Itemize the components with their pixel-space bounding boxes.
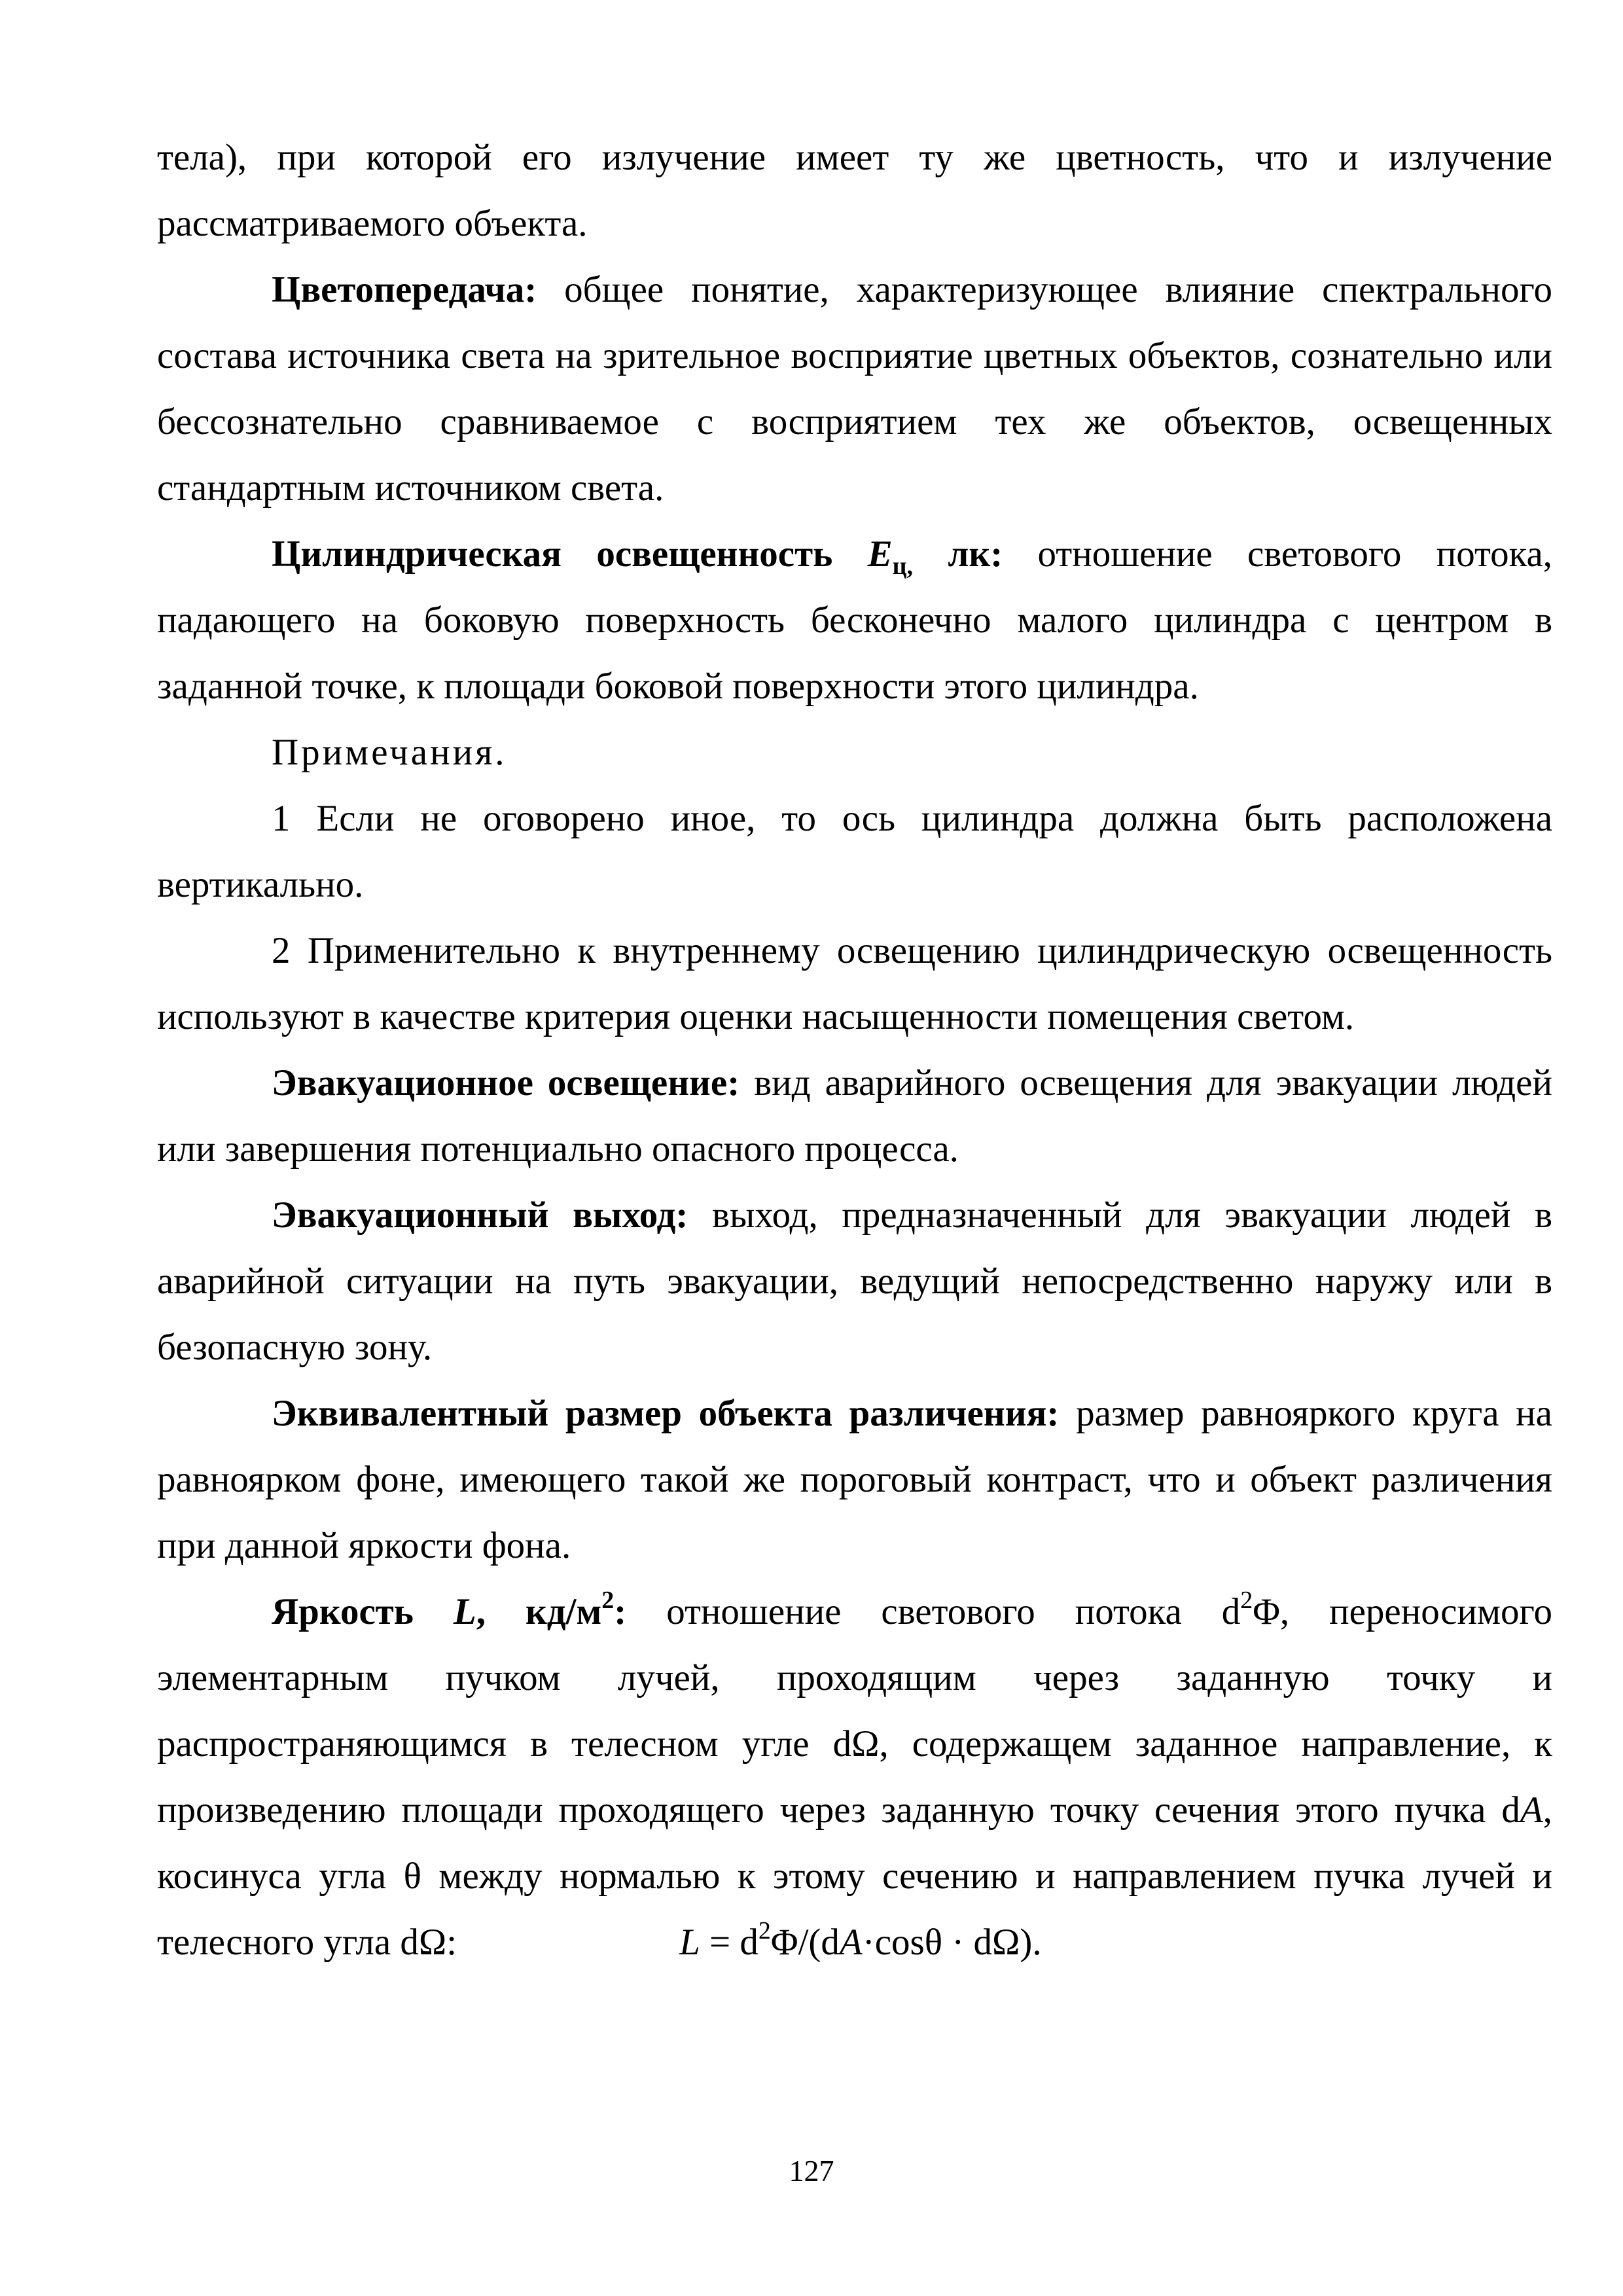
document-body [157,124,1552,1975]
term: Эквивалентный размер объекта различения: [272,1393,1060,1434]
note-1: 1 Если не оговорено иное, то ось цилиндра должна быть расположена вертикально. [157,798,1552,905]
term: Эвакуационный выход: [272,1194,688,1236]
formula-superscript: 2 [758,1917,771,1945]
definition-color-rendering [157,257,1552,521]
page-number: 127 [789,2154,834,2187]
formula-symbol: A [839,1922,863,1963]
formula-part: = d [700,1922,758,1963]
definition-text: выход, предназначенный для эвакуации людей в аварийной ситуации на путь эвакуации, ведущий непосредственно наружу или в безопасную зону. [157,1194,1553,1368]
definition-text: отношение светового потока d [626,1591,1241,1632]
definition-text: отношение светового потока, падающего на боковую поверхность бесконечно малого цилиндра с центром в заданной точке, к площади боковой поверхности этого цилиндра. [157,533,1552,707]
note-2: 2 Применительно к внутреннему освещению цилиндрическую освещенность используют в качестве критерия оценки насыщенности помещения светом. [157,930,1552,1037]
formula-part: ·cosθ · dΩ). [862,1922,1042,1963]
formula-part: Φ/(d [770,1922,840,1963]
notes-heading: Примечания. [272,732,507,773]
definition-text: вид аварийного освещения для эвакуации людей или завершения потенциально опасного процесса. [157,1062,1552,1170]
superscript: 2 [601,1587,615,1614]
term: Цветопередача: [272,269,537,310]
paragraph-continuation: тела), при которой его излучение имеет ту же цветность, что и излучение рассматриваемого объекта. [157,137,1552,244]
definition-text: общее понятие, характеризующее влияние спектрального состава источника света на зрительное восприятие цветных объектов, сознательно или бессознательно сравниваемое с восприятием тех же объектов, освещенных стандартным источником света. [157,269,1552,509]
superscript: 2 [1240,1587,1253,1614]
unit: , кд/м [476,1591,602,1632]
definition-equivalent-size [157,1380,1552,1579]
symbol: L [453,1591,476,1632]
definition-evacuation-exit [157,1182,1552,1380]
symbol: A [1520,1789,1543,1831]
definition-text: Φ, переносимого элементарным пучком лучей, проходящим через заданную точку и распространяющимся в телесном угле dΩ, содержащем заданное направление, к произведению площади проходящего через заданную точку сечения этого пучка d [157,1591,1552,1831]
symbol: E [867,533,893,575]
formula-symbol: L [679,1922,700,1963]
definition-luminance [157,1579,1552,1975]
unit: лк: [913,533,1003,575]
definition-text: , косинуса угла θ между нормалью к этому сечению и направлением пучка лучей и телесного угла dΩ: [157,1789,1552,1963]
term: Цилиндрическая освещенность [272,533,868,575]
term: Яркость [272,1591,454,1632]
luminance-formula [679,1909,1042,1975]
colon: : [614,1591,627,1632]
definition-evacuation-lighting [157,1050,1552,1182]
subscript: ц, [892,552,914,580]
definition-text: размер равнояркого круга на равноярком фоне, имеющего такой же пороговый контраст, что и объект различения при данной яркости фона. [157,1393,1552,1566]
definition-cylindrical-illuminance [157,521,1552,719]
term: Эвакуационное освещение: [272,1062,740,1103]
